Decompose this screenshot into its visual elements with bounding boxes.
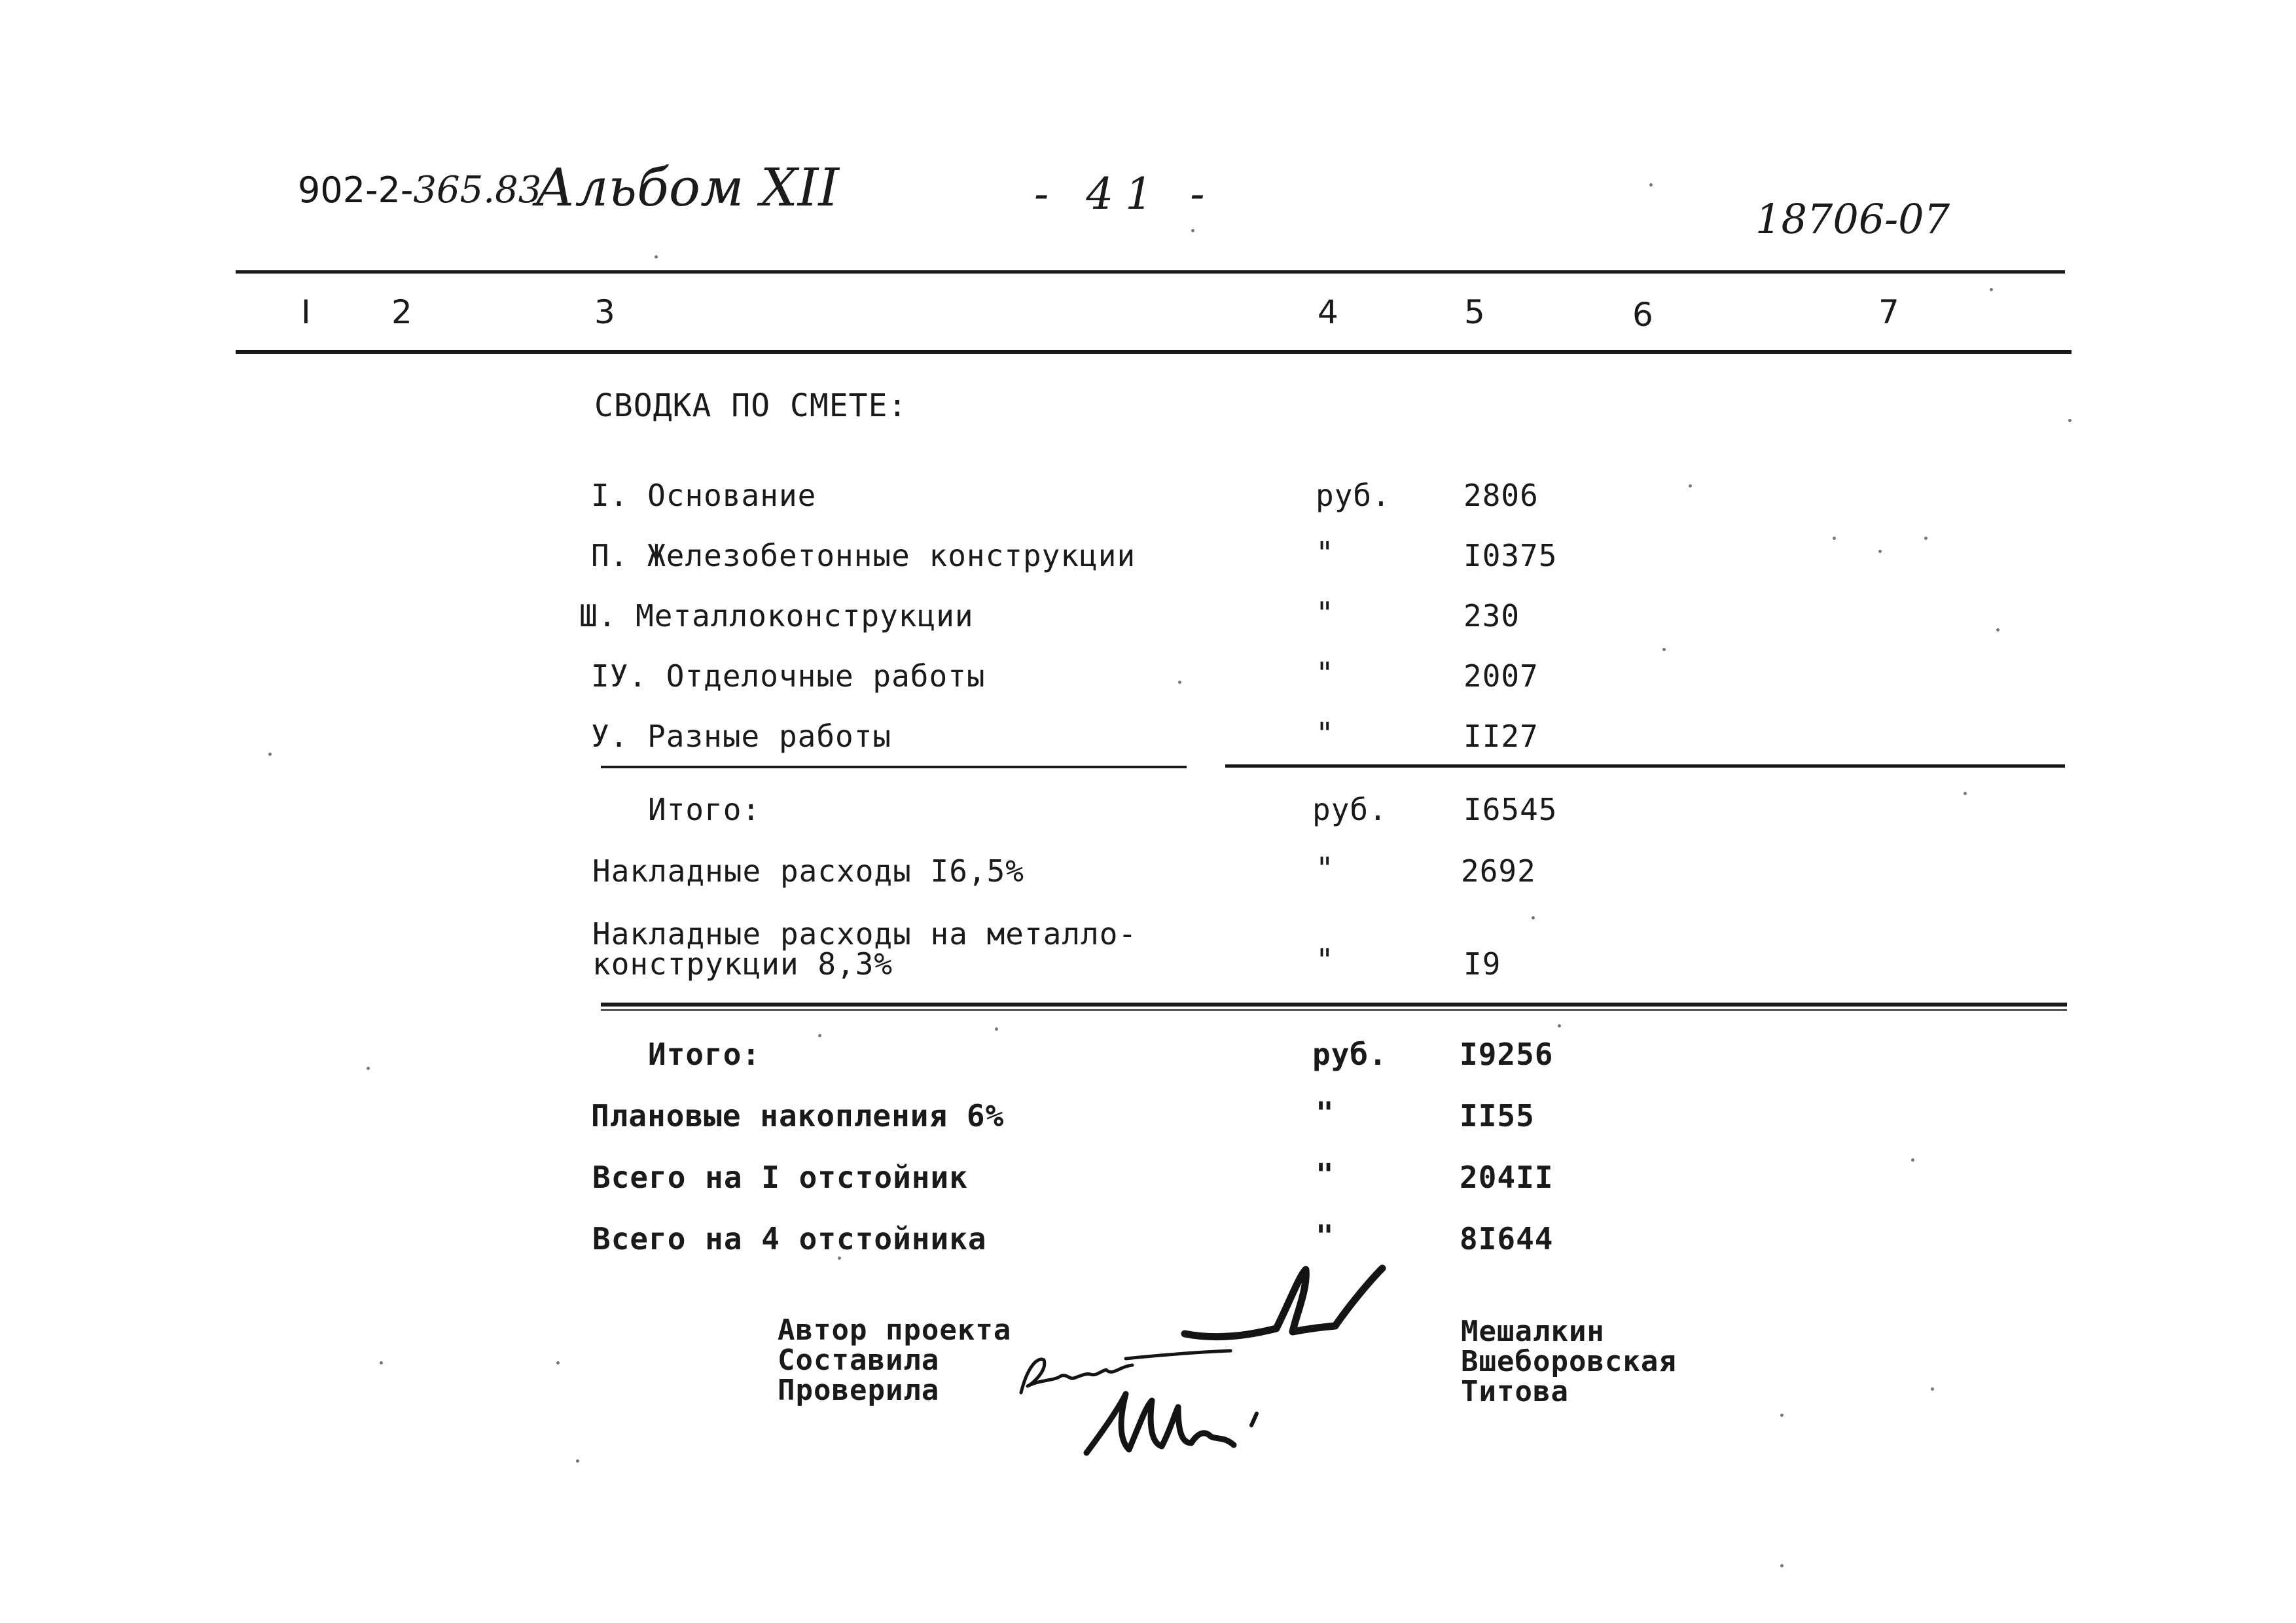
section-5-name: У. Разные работы <box>591 719 892 754</box>
scan-speck <box>1780 1564 1784 1567</box>
column-number-1: I <box>301 293 311 331</box>
document-code <box>298 169 541 211</box>
overhead-metal-value: I9 <box>1463 946 1501 982</box>
planned-savings-unit: " <box>1316 1096 1335 1131</box>
scan-speck <box>367 1067 370 1070</box>
scan-speck <box>1662 648 1666 651</box>
scan-speck <box>576 1459 579 1463</box>
column-number-3: 3 <box>594 293 615 331</box>
archive-number: 18706-07 <box>1755 195 1950 243</box>
section-4-value: 2007 <box>1463 658 1539 694</box>
scan-speck <box>1924 537 1928 540</box>
column-number-6: 6 <box>1632 296 1653 334</box>
scan-speck <box>1931 1387 1934 1391</box>
document-code-handwritten: 365.83 <box>413 169 542 211</box>
section-3-value: 230 <box>1463 598 1520 633</box>
section-2-unit: " <box>1316 535 1335 571</box>
total-four-tanks-label: Всего на 4 отстойника <box>592 1221 987 1257</box>
page-number: - 41 - <box>1034 169 1217 219</box>
section-2-value: I0375 <box>1463 538 1558 573</box>
subtotal-1-unit: руб. <box>1312 792 1388 827</box>
scan-speck <box>1911 1158 1914 1162</box>
summary-title: СВОДКА ПО СМЕТЕ: <box>594 387 908 424</box>
signature-role-author: Автор проекта <box>778 1313 1012 1347</box>
scan-speck <box>1990 288 1993 291</box>
section-3-unit: " <box>1316 596 1335 631</box>
scan-speck <box>1532 916 1535 919</box>
signature-name-checked: Титова <box>1461 1375 1569 1408</box>
scan-speck <box>1964 792 1967 795</box>
planned-savings-label: Плановые накопления 6% <box>591 1098 1005 1133</box>
subtotal-1-value: I6545 <box>1463 792 1558 827</box>
document-code-typed: 902-2- <box>298 169 414 211</box>
scan-speck <box>655 255 658 259</box>
handwritten-signature-checked <box>1080 1374 1276 1466</box>
scan-speck <box>1689 484 1692 488</box>
total-one-tank-label: Всего на I отстойник <box>592 1160 968 1195</box>
overhead-total-rule-2 <box>601 1009 2067 1011</box>
section-3-name: Ш. Металлоконструкции <box>579 598 974 633</box>
scan-speck <box>1878 550 1882 553</box>
scan-speck <box>995 1027 998 1031</box>
signature-role-checked: Проверила <box>778 1374 940 1407</box>
header-bottom-rule <box>236 350 2072 354</box>
album-label: Альбом XII <box>535 157 839 218</box>
sections-total-rule-right <box>1225 764 2065 768</box>
scan-speck <box>1191 229 1194 232</box>
section-2-name: П. Железобетонные конструкции <box>591 538 1136 573</box>
signature-name-compiled: Вшеборовская <box>1461 1345 1677 1378</box>
total-one-tank-unit: " <box>1316 1157 1335 1192</box>
signature-role-compiled: Составила <box>778 1344 940 1377</box>
scan-speck <box>268 753 272 756</box>
section-1-name: I. Основание <box>591 478 817 513</box>
section-4-name: IУ. Отделочные работы <box>591 658 986 694</box>
section-1-value: 2806 <box>1463 478 1539 513</box>
signature-name-author: Мешалкин <box>1461 1315 1605 1348</box>
scan-speck <box>1649 183 1653 187</box>
scan-speck <box>838 1257 841 1260</box>
total-one-tank-value: 204II <box>1460 1160 1554 1195</box>
column-number-2: 2 <box>391 293 412 331</box>
column-number-7: 7 <box>1878 293 1899 331</box>
scan-speck <box>1833 537 1836 540</box>
column-number-5: 5 <box>1464 293 1485 331</box>
scan-speck <box>818 1034 821 1037</box>
subtotal-2-label: Итого: <box>648 1037 761 1072</box>
total-four-tanks-unit: " <box>1316 1219 1335 1254</box>
subtotal-1-label: Итого: <box>648 792 761 827</box>
section-5-unit: " <box>1316 716 1335 751</box>
scan-speck <box>1780 1414 1784 1417</box>
overhead-metal-line1: Накладные расходы на металло- <box>592 916 1138 952</box>
scan-speck <box>1996 628 2000 632</box>
scan-speck <box>1178 681 1181 684</box>
subtotal-2-unit: руб. <box>1312 1037 1388 1072</box>
scan-speck <box>2068 419 2072 422</box>
overhead-label: Накладные расходы I6,5% <box>592 853 1024 889</box>
sections-total-rule <box>601 766 1187 768</box>
section-1-unit: руб. <box>1316 478 1391 513</box>
overhead-total-rule-1 <box>601 1003 2067 1007</box>
section-5-value: II27 <box>1463 719 1539 754</box>
subtotal-2-value: I9256 <box>1460 1037 1554 1072</box>
column-number-4: 4 <box>1318 293 1338 331</box>
overhead-metal-line2: конструкции 8,3% <box>592 946 893 982</box>
overhead-value: 2692 <box>1461 853 1536 889</box>
overhead-unit: " <box>1316 851 1335 886</box>
scan-speck <box>380 1361 383 1364</box>
total-four-tanks-value: 8I644 <box>1460 1221 1554 1257</box>
scan-speck <box>1558 1024 1561 1027</box>
planned-savings-value: II55 <box>1460 1098 1535 1133</box>
scan-speck <box>556 1361 560 1364</box>
header-top-rule <box>236 270 2065 274</box>
overhead-metal-unit: " <box>1316 942 1335 978</box>
section-4-unit: " <box>1316 656 1335 691</box>
